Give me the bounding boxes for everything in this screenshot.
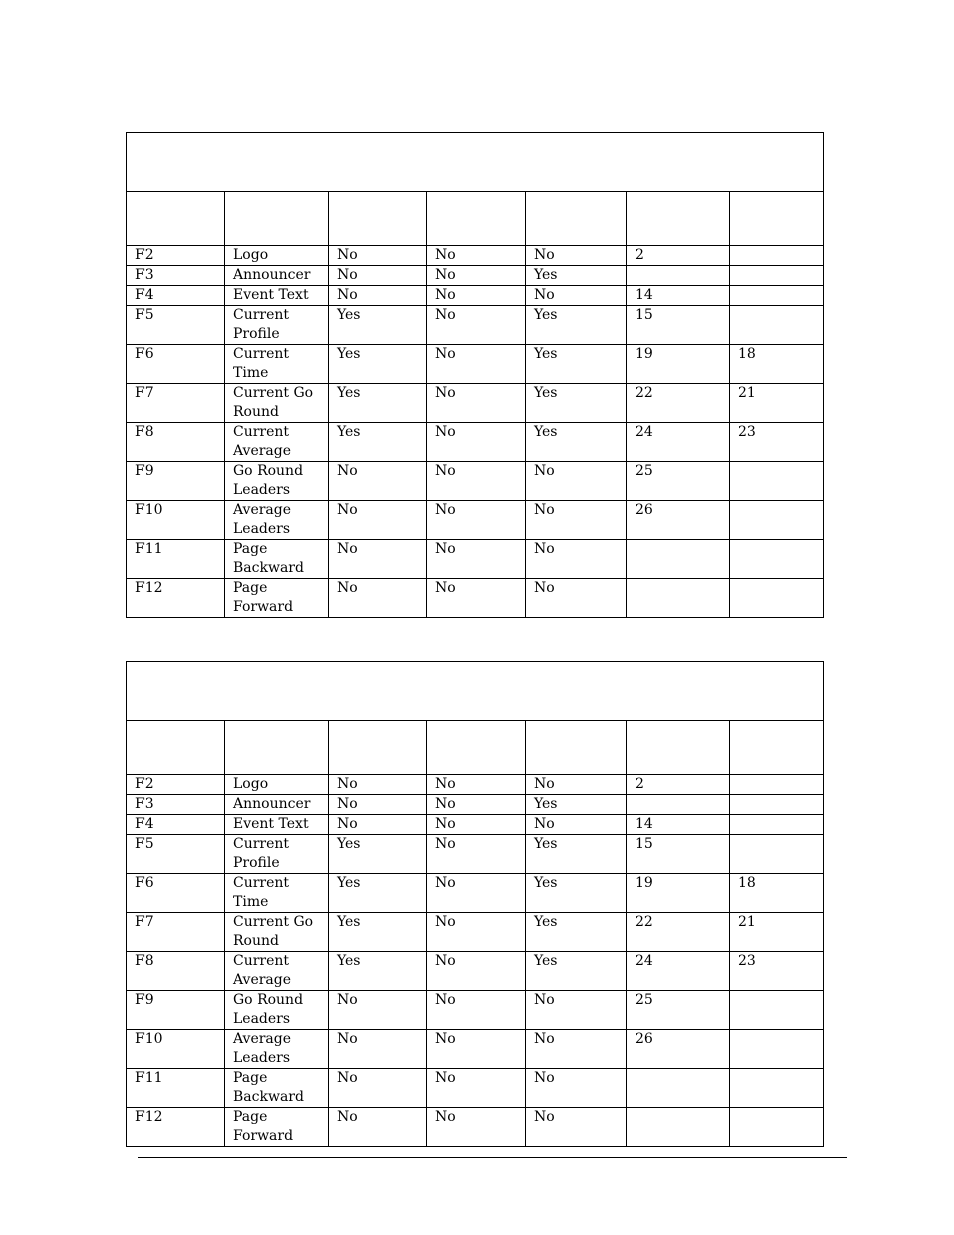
table-cell: F12 (127, 579, 225, 618)
table-cell: F10 (127, 501, 225, 540)
table-cell: F10 (127, 1030, 225, 1069)
table-cell: No (526, 501, 627, 540)
table-cell: No (526, 462, 627, 501)
table-cell: No (427, 952, 526, 991)
table-cell: 26 (627, 501, 730, 540)
table-cell: No (427, 384, 526, 423)
table-row (127, 775, 824, 795)
table-cell (730, 462, 824, 501)
table-cell: Current Go Round (225, 913, 329, 952)
table-cell: F2 (127, 246, 225, 266)
table-row (127, 501, 824, 540)
table-cell: No (427, 286, 526, 306)
table-cell (730, 815, 824, 835)
table-cell: Event Text (225, 286, 329, 306)
table-cell: F7 (127, 913, 225, 952)
table-row (127, 266, 824, 286)
column-header (225, 721, 329, 775)
table-cell: No (427, 501, 526, 540)
table-cell: No (427, 540, 526, 579)
table-cell: 24 (627, 423, 730, 462)
table-cell: No (427, 1108, 526, 1147)
table-cell: No (526, 1030, 627, 1069)
table-cell: No (427, 579, 526, 618)
table-cell: Yes (526, 266, 627, 286)
table-cell: Page Forward (225, 1108, 329, 1147)
table-row (127, 952, 824, 991)
table-cell (627, 266, 730, 286)
table-cell: F11 (127, 1069, 225, 1108)
table-cell: No (329, 501, 427, 540)
table-cell: Average Leaders (225, 1030, 329, 1069)
table-cell: Logo (225, 246, 329, 266)
table-cell (627, 795, 730, 815)
table-cell: No (329, 1030, 427, 1069)
table-cell: No (526, 540, 627, 579)
table-row (127, 423, 824, 462)
table-cell: Event Text (225, 815, 329, 835)
table-cell: No (427, 815, 526, 835)
table-cell: Yes (329, 952, 427, 991)
table-cell: Current Profile (225, 835, 329, 874)
table-cell: Yes (329, 913, 427, 952)
table-cell: Yes (526, 306, 627, 345)
table-cell: F4 (127, 815, 225, 835)
column-header (225, 192, 329, 246)
function-key-table-2 (126, 661, 824, 1147)
column-header (427, 192, 526, 246)
table-cell (730, 540, 824, 579)
table-cell: 15 (627, 835, 730, 874)
table-cell: F8 (127, 952, 225, 991)
table-cell (730, 1069, 824, 1108)
table-row (127, 286, 824, 306)
table-cell: Yes (526, 874, 627, 913)
table-cell (730, 579, 824, 618)
table-cell: No (526, 1069, 627, 1108)
table-row (127, 579, 824, 618)
table-cell (627, 1069, 730, 1108)
table-cell: No (526, 579, 627, 618)
table-cell: No (329, 246, 427, 266)
table-cell: 18 (730, 345, 824, 384)
table-cell: No (427, 775, 526, 795)
table-cell: Current Go Round (225, 384, 329, 423)
table-cell: No (427, 874, 526, 913)
table-cell: Go Round Leaders (225, 991, 329, 1030)
table-cell: Announcer (225, 795, 329, 815)
table-cell (730, 1108, 824, 1147)
table-cell: F5 (127, 306, 225, 345)
table-cell: 26 (627, 1030, 730, 1069)
table-header-row (127, 721, 824, 775)
table-cell: F6 (127, 874, 225, 913)
table-cell: F3 (127, 266, 225, 286)
table-row (127, 1069, 824, 1108)
table-cell: Yes (526, 345, 627, 384)
table-cell: No (427, 462, 526, 501)
table-cell: 22 (627, 913, 730, 952)
table-cell: No (427, 266, 526, 286)
table-row (127, 540, 824, 579)
table-header-row (127, 192, 824, 246)
table-cell: Logo (225, 775, 329, 795)
table-cell: No (329, 815, 427, 835)
table-cell: F2 (127, 775, 225, 795)
table-cell (730, 1030, 824, 1069)
table-cell: No (329, 579, 427, 618)
table-cell: 25 (627, 462, 730, 501)
table-cell (730, 286, 824, 306)
table-cell: Current Time (225, 874, 329, 913)
table-cell (730, 795, 824, 815)
column-header (730, 721, 824, 775)
table-cell: No (329, 991, 427, 1030)
table-cell: F12 (127, 1108, 225, 1147)
table-cell: Yes (526, 795, 627, 815)
table-cell (730, 501, 824, 540)
table-cell: 21 (730, 384, 824, 423)
table-cell: No (427, 1069, 526, 1108)
column-header (730, 192, 824, 246)
table-row (127, 1030, 824, 1069)
table-cell: No (427, 246, 526, 266)
table-row (127, 306, 824, 345)
table-title (127, 133, 824, 192)
table-cell: No (329, 1108, 427, 1147)
table-cell: 24 (627, 952, 730, 991)
table-cell: Yes (329, 384, 427, 423)
table-cell: Announcer (225, 266, 329, 286)
table-cell: Yes (526, 952, 627, 991)
table-row (127, 913, 824, 952)
table-cell: Page Forward (225, 579, 329, 618)
table-cell: Yes (329, 835, 427, 874)
table-cell: No (427, 345, 526, 384)
table-cell: Yes (329, 874, 427, 913)
table-cell: 22 (627, 384, 730, 423)
column-header (627, 721, 730, 775)
table-cell: 19 (627, 345, 730, 384)
function-key-table-1 (126, 132, 824, 618)
table-cell: 23 (730, 952, 824, 991)
column-header (329, 192, 427, 246)
table-cell: Yes (526, 384, 627, 423)
table-cell: No (526, 991, 627, 1030)
table-cell: Yes (526, 835, 627, 874)
table-row (127, 874, 824, 913)
table-row (127, 795, 824, 815)
table-row (127, 815, 824, 835)
table-cell: F3 (127, 795, 225, 815)
table-row (127, 835, 824, 874)
column-header (329, 721, 427, 775)
table-cell: No (526, 246, 627, 266)
table-row (127, 991, 824, 1030)
table-cell: No (526, 1108, 627, 1147)
table-cell (730, 991, 824, 1030)
table-row (127, 462, 824, 501)
table-cell: Yes (329, 423, 427, 462)
table-cell (730, 306, 824, 345)
table-cell: 25 (627, 991, 730, 1030)
table-cell (627, 540, 730, 579)
table-title (127, 662, 824, 721)
table-cell: Go Round Leaders (225, 462, 329, 501)
table-cell: No (526, 815, 627, 835)
table-cell: 15 (627, 306, 730, 345)
table-cell: F4 (127, 286, 225, 306)
table-cell: No (427, 913, 526, 952)
table-cell: No (329, 286, 427, 306)
table-cell: No (427, 795, 526, 815)
table-title-row (127, 662, 824, 721)
table-cell: No (329, 266, 427, 286)
table-cell: No (427, 991, 526, 1030)
table-cell: No (329, 795, 427, 815)
table-cell: No (329, 462, 427, 501)
table-row (127, 384, 824, 423)
table-row (127, 1108, 824, 1147)
table-cell: Average Leaders (225, 501, 329, 540)
table-row (127, 345, 824, 384)
table-row (127, 246, 824, 266)
table-cell: F9 (127, 991, 225, 1030)
table-cell (730, 246, 824, 266)
table-cell: No (329, 775, 427, 795)
table-cell: No (427, 423, 526, 462)
table-cell: Current Time (225, 345, 329, 384)
table-cell: 2 (627, 246, 730, 266)
table-cell: No (427, 1030, 526, 1069)
table-cell (730, 266, 824, 286)
footer-rule (138, 1157, 847, 1158)
table-cell: F8 (127, 423, 225, 462)
table-cell: F11 (127, 540, 225, 579)
table-cell: No (329, 1069, 427, 1108)
table-cell: F9 (127, 462, 225, 501)
table-cell: No (427, 835, 526, 874)
table-cell: F5 (127, 835, 225, 874)
column-header (627, 192, 730, 246)
table-cell: 14 (627, 815, 730, 835)
table-cell (730, 835, 824, 874)
table-cell: Yes (526, 423, 627, 462)
table-cell: 21 (730, 913, 824, 952)
table-cell: Yes (526, 913, 627, 952)
table-cell: Current Average (225, 952, 329, 991)
table-cell: 18 (730, 874, 824, 913)
table-cell: Yes (329, 345, 427, 384)
table-cell: No (427, 306, 526, 345)
table-cell (627, 579, 730, 618)
table-cell: 14 (627, 286, 730, 306)
table-cell: 2 (627, 775, 730, 795)
table-cell (627, 1108, 730, 1147)
table-cell: Current Profile (225, 306, 329, 345)
table-cell: F6 (127, 345, 225, 384)
column-header (526, 192, 627, 246)
table-cell (730, 775, 824, 795)
table-cell: No (526, 286, 627, 306)
table-cell: F7 (127, 384, 225, 423)
table-cell: 19 (627, 874, 730, 913)
table-cell: No (329, 540, 427, 579)
column-header (127, 721, 225, 775)
column-header (427, 721, 526, 775)
column-header (526, 721, 627, 775)
column-header (127, 192, 225, 246)
table-cell: Page Backward (225, 540, 329, 579)
table-cell: Yes (329, 306, 427, 345)
table-cell: No (526, 775, 627, 795)
table-title-row (127, 133, 824, 192)
table-cell: Page Backward (225, 1069, 329, 1108)
table-cell: 23 (730, 423, 824, 462)
table-cell: Current Average (225, 423, 329, 462)
